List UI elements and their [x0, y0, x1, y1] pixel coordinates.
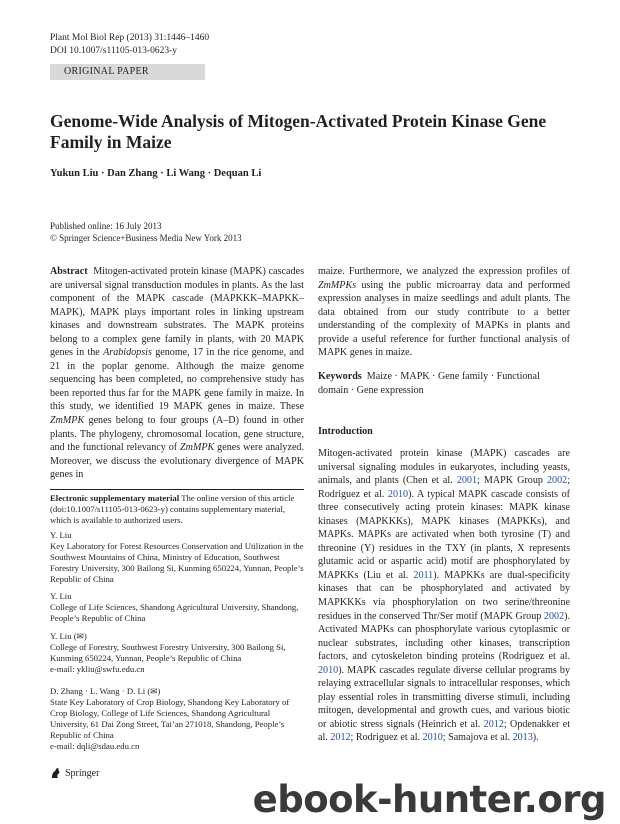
abstract-text-4: genes were analyzed. Moreover, we discuss the evolutionary divergence of MAPK genes in — [50, 442, 304, 481]
abstract-paragraph — [50, 265, 304, 482]
citation-link[interactable]: 2010 — [422, 732, 443, 744]
citation-link[interactable]: 2013 — [512, 732, 533, 744]
supplementary-note — [50, 489, 304, 526]
citation-link[interactable]: 2012 — [330, 732, 351, 744]
affiliation-name: Y. Liu — [50, 591, 72, 601]
esm-label: Electronic supplementary material — [50, 493, 180, 503]
affiliation-address: Key Laboratory for Forest Resources Conservation and Utilization in the Southwest Mountains of China, Ministry of Education, Southwest Forestry University, 300 Bailong Si, Kunming 650224, Yunnan, People’s Republic of China — [50, 541, 304, 584]
abstract-continued-2: using the public microarray data and performed expression analyses in maize seedlings and adult plants. The data obtained from our study contribute to a better understanding of the complexity of MAPKs in plants and provide a useful reference for further functional analysis of MAPK genes in maize. — [318, 279, 570, 359]
affiliation-name: D. Zhang · L. Wang · D. Li (✉) — [50, 686, 161, 696]
citation-link[interactable]: 2002 — [547, 475, 568, 487]
abstract-continued — [318, 265, 570, 360]
abstract-text-1: Mitogen-activated protein kinase (MAPK) cascades are universal signal transduction modules in plants. As the last component of the MAPK cascade (MAPKKK–MAPKK–MAPK), MAPK plays important roles in linking upstream kinases and downstream substrates. The MAPK proteins belong to a complex gene family in plants, with 20 MAPK genes in the — [50, 266, 304, 359]
affiliation-4 — [50, 686, 304, 752]
affiliation-address: State Key Laboratory of Crop Biology, Shandong Key Laboratory of Crop Biology, College of Life Sciences, Shandong Agricultural University, 61 Dai Zong Street, Tai’an 271018, Shandong, People’s Republic of China — [50, 697, 290, 740]
introduction-heading: Introduction — [318, 426, 373, 437]
watermark-overlay — [0, 780, 620, 824]
journal-citation — [50, 32, 209, 57]
springer-horse-icon — [50, 767, 61, 779]
abstract-italic-zmmpks: ZmMPKs — [318, 279, 357, 291]
intro-text: Mitogen-activated protein kinase (MAPK) cascades are universal signaling modules in eukaryotes, including yeasts, animals, and plants (Chen et al. — [318, 448, 570, 487]
affiliation-email: e-mail: ykliu@swfu.edu.cn — [50, 664, 145, 674]
affiliation-name: Y. Liu (✉) — [50, 631, 87, 641]
intro-text: ; Opdenakker et al. — [318, 718, 571, 744]
abstract-italic-zmmpk-2: ZmMPK — [180, 442, 215, 454]
journal-line: Plant Mol Biol Rep (2013) 31:1446–1460 — [50, 33, 210, 43]
esm-text: The online version of this article (doi:10.1007/s11105-013-0623-y) contains supplementary material, which is available to authorized users. — [50, 493, 295, 525]
doi-line: DOI 10.1007/s11105-013-0623-y — [50, 45, 178, 56]
abstract-italic-zmmpk: ZmMPK — [50, 415, 85, 427]
affiliation-name: Y. Liu — [50, 530, 72, 540]
abstract-label: Abstract — [50, 266, 88, 277]
intro-text: ; Samajova et al. — [442, 732, 513, 744]
intro-text: ). MAPK cascades regulate diverse cellular programs by relaying extracellular signals to intracellular responses, which play essential roles in transmitting diverse stimuli, including mitogen, developmental and growth cues, and various biotic or abiotic stress signals (Heinrich et al. — [318, 664, 570, 730]
publisher-name: Springer — [65, 767, 100, 779]
affiliation-3 — [50, 631, 304, 675]
citation-link[interactable]: 2001 — [456, 475, 477, 487]
publisher-mark — [50, 767, 99, 779]
affiliation-1 — [50, 530, 304, 585]
intro-text: ). — [532, 732, 539, 744]
intro-text: ; MAPK Group — [477, 475, 547, 487]
paper-title: Genome-Wide Analysis of Mitogen-Activated Protein Kinase Gene Family in Maize — [50, 111, 547, 152]
intro-text: ; Rodriguez et al. — [318, 475, 570, 500]
citation-link[interactable]: 2012 — [483, 718, 504, 730]
published-online: Published online: 16 July 2013 — [50, 221, 162, 231]
citation-link[interactable]: 2010 — [318, 664, 339, 676]
watermark-text: ebook-hunter.org — [252, 778, 606, 821]
keywords — [318, 370, 570, 397]
publication-info — [50, 221, 242, 244]
citation-link[interactable]: 2002 — [543, 610, 565, 622]
intro-text: ). Activated MAPKs can phosphorylate various cytoplasmic or nuclear substrates, including other kinases, transcription factors, and cytoskeleton binding proteins (Rodriguez et al. — [318, 610, 570, 663]
left-column — [50, 265, 304, 482]
abstract-text-2: genome, 17 in the rice genome, and 21 in the poplar genome. Although the maize genome sequencing has been completed, no comprehensive study has been reported thus far for the MAPK gene family in maize. In this study, we identified 19 MAPK genes in maize. These — [50, 347, 304, 413]
keywords-text: Maize · MAPK · Gene family · Functional domain · Gene expression — [318, 371, 540, 396]
keywords-label: Keywords — [318, 371, 362, 382]
affiliation-2 — [50, 591, 304, 624]
right-column — [318, 265, 570, 360]
affiliation-address: College of Life Sciences, Shandong Agricultural University, Shandong, People’s Republic of China — [50, 602, 299, 623]
abstract-continued-1: maize. Furthermore, we analyzed the expression profiles of — [318, 266, 570, 277]
intro-text: ). MAPKKs are dual-specificity kinases that can be phosphorylated and activated by MAPKKKs via phosphorylation on two serine/threonine residues in the conserved Thr/Ser motif (MAPK Group — [318, 569, 570, 622]
author-list: Yukun Liu · Dan Zhang · Li Wang · Dequan Li — [50, 168, 262, 179]
affiliation-address: College of Forestry, Southwest Forestry University, 300 Bailong Si, Kunming 650224, Yunnan, People’s Republic of China — [50, 642, 286, 663]
copyright-line: © Springer Science+Business Media New York 2013 — [50, 232, 242, 243]
citation-link[interactable]: 2010 — [387, 488, 409, 500]
abstract-italic-arabidopsis: Arabidopsis — [103, 347, 152, 359]
citation-link[interactable]: 2011 — [413, 569, 434, 581]
introduction-paragraph — [318, 447, 570, 745]
intro-text: ; Rodriguez et al. — [350, 732, 423, 744]
abstract-text-3: genes belong to four groups (A–D) found in other plants. The phylogeny, chromosomal location, gene structure, and the functional relevancy of — [50, 415, 304, 454]
article-category: ORIGINAL PAPER — [50, 64, 205, 80]
introduction-section — [318, 447, 570, 745]
intro-text: ). A typical MAPK cascade consists of three consecutively acting protein kinases: MAPK kinase kinases (MAPKKKs), MAPK kinases (MAPKKs), and MAPKs. MAPKs are activated when both tyrosine (T) and threonine (Y) residues in the TXY (in plants, X represents glutamic acid or aspartic acid) motif are phosphorylated by MAPKKs (Liu et al. — [318, 488, 570, 581]
affiliation-email: e-mail: dqli@sdau.edu.cn — [50, 741, 140, 751]
